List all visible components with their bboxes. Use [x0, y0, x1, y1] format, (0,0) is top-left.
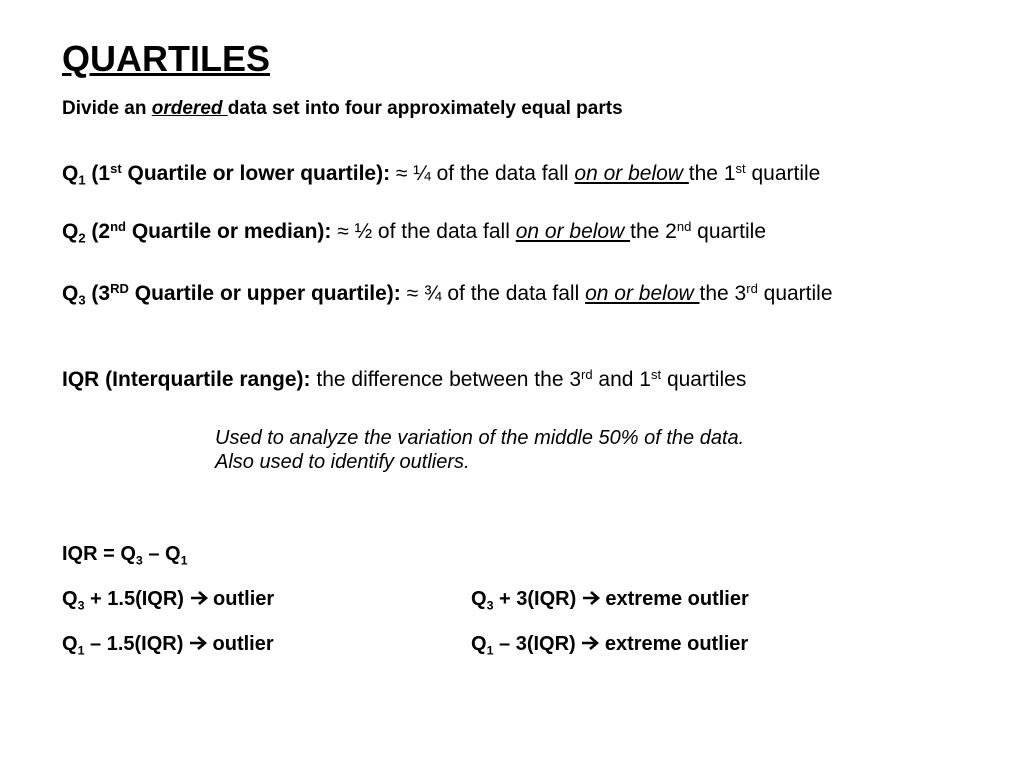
q3-desc: ≈ ¾ of the data fall	[400, 282, 586, 305]
right-arrow-icon	[190, 588, 208, 611]
iqr-definition: IQR (Interquartile range): the difference between the 3rd and 1st quartiles	[62, 366, 747, 391]
q3-term: $Q_3$ (3RD Quartile or upper quartile):	[62, 280, 401, 308]
q2-desc: ≈ ½ of the data fall	[331, 220, 516, 243]
q1-emphasis: on or below	[574, 162, 689, 185]
right-arrow-icon	[581, 633, 599, 656]
lower-extreme-outlier-rule: $Q_1 - 3(IQR)$ extreme outlier	[471, 633, 749, 658]
subtitle	[62, 98, 623, 120]
q3-definition: $Q_3$ (3RD Quartile or upper quartile): ≈ ¾ of the data fall on or below the 3rd quartile	[62, 280, 833, 308]
iqr-formula: IQR = $Q_3 - Q_1$	[62, 543, 188, 568]
iqr-term: IQR (Interquartile range):	[62, 368, 311, 391]
right-arrow-icon	[189, 633, 207, 656]
q1-term: $Q_1$ (1st Quartile or lower quartile):	[62, 160, 391, 188]
q3-emphasis: on or below	[585, 282, 700, 305]
q2-definition: $Q_2$ (2nd Quartile or median): ≈ ½ of the data fall on or below the 2nd quartile	[62, 218, 767, 246]
note-line-2: Also used to identify outliers.	[215, 451, 470, 473]
right-arrow-icon	[582, 588, 600, 611]
subtitle-pre: Divide an	[62, 98, 152, 119]
note-line-1: Used to analyze the variation of the middle 50% of the data.	[215, 427, 745, 449]
q1-desc: ≈ ¼ of the data fall	[390, 162, 575, 185]
lower-outlier-rule: $Q_1 - 1.5(IQR)$ outlier	[62, 633, 274, 658]
upper-outlier-rule: $Q_3 + 1.5(IQR)$ outlier	[62, 588, 275, 613]
subtitle-post: data set into four approximately equal parts	[227, 98, 623, 119]
q2-term: $Q_2$ (2nd Quartile or median):	[62, 218, 332, 246]
q2-emphasis: on or below	[515, 220, 631, 243]
page-title: QUARTILES	[62, 38, 271, 79]
subtitle-emphasis: ordered	[151, 98, 228, 119]
upper-extreme-outlier-rule: $Q_3 + 3(IQR)$ extreme outlier	[471, 588, 749, 613]
q1-definition: $Q_1$ (1st Quartile or lower quartile): ≈ ¼ of the data fall on or below the 1st quartile	[62, 160, 821, 188]
